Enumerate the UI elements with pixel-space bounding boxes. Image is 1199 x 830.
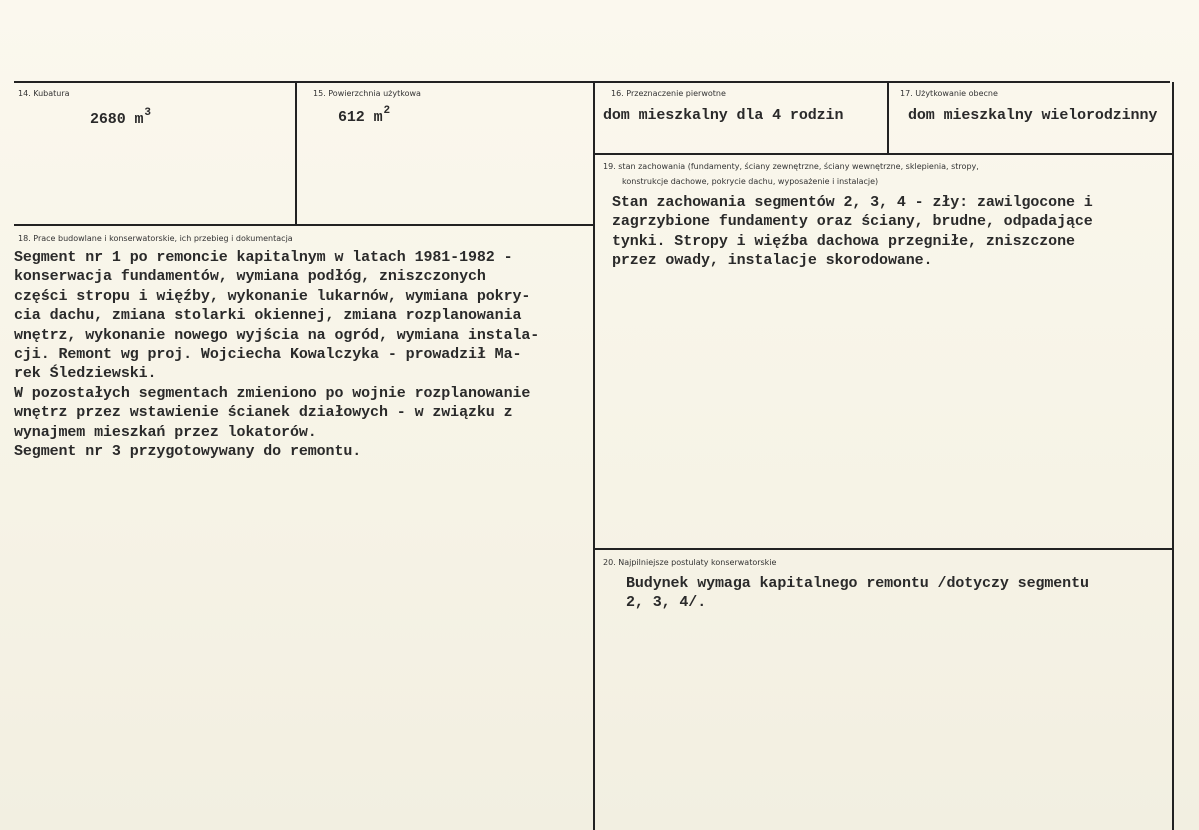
field-19-line: tynki. Stropy i więźba dachowa przegniłe, zniszczone: [612, 232, 1075, 250]
field-20-label: 20. Najpilniejsze postulaty konserwatorskie: [603, 558, 777, 567]
field-18-line: Segment nr 1 po remoncie kapitalnym w latach 1981-1982 -: [14, 249, 513, 266]
field-15-unit-superscript: 2: [383, 105, 391, 117]
field-17-label: 17. Użytkowanie obecne: [900, 89, 998, 98]
divider-top-right: [594, 153, 1174, 155]
field-18-label: 18. Prace budowlane i konserwatorskie, ich przebieg i dokumentacja: [18, 234, 293, 243]
field-18-line: konserwacja fundamentów, wymiana podłóg, zniszczonych: [14, 268, 486, 286]
field-18-line: rek Śledziewski.: [14, 365, 157, 383]
field-19-label-line1: 19. stan zachowania (fundamenty, ściany zewnętrzne, ściany wewnętrzne, sklepienia, stropy,: [603, 162, 979, 171]
field-15-value: [338, 105, 391, 129]
field-18-line: cji. Remont wg proj. Wojciecha Kowalczyka - prowadził Ma-: [14, 346, 522, 363]
field-18-line: części stropu i więźby, wykonanie lukarnów, wymiana pokry-: [14, 287, 531, 305]
field-19-line: przez owady, instalacje skorodowane.: [612, 252, 933, 270]
field-18-line: wynajmem mieszkań przez lokatorów.: [14, 423, 317, 441]
field-15-number: 612 m: [338, 109, 383, 126]
field-18-line: Segment nr 3 przygotowywany do remontu.: [14, 443, 362, 460]
field-18-line: wnętrz, wykonanie nowego wyjścia na ogród, wymiana instala-: [14, 326, 540, 344]
vline-16-17: [887, 82, 889, 154]
divider-left-mid: [14, 224, 594, 226]
divider-right-bottom: [594, 548, 1174, 550]
field-14-label: 14. Kubatura: [18, 89, 70, 98]
vline-14-15: [295, 82, 297, 225]
vline-center: [593, 82, 595, 830]
field-14-value: [90, 107, 151, 131]
field-20-line: Budynek wymaga kapitalnego remontu /dotyczy segmentu: [626, 575, 1089, 592]
field-19-label-line2: konstrukcje dachowe, pokrycie dachu, wyposażenie i instalacje): [622, 177, 879, 186]
field-16-label: 16. Przeznaczenie pierwotne: [611, 89, 726, 98]
field-20-line: 2, 3, 4/.: [626, 594, 707, 612]
field-14-unit-superscript: 3: [144, 107, 151, 119]
field-18-line: cia dachu, zmiana stolarki okiennej, zmiana rozplanowania: [14, 307, 522, 325]
vline-right-edge: [1172, 82, 1174, 830]
field-19-line: Stan zachowania segmentów 2, 3, 4 - zły: zawilgocone i: [612, 194, 1093, 211]
top-rule: [14, 81, 1170, 83]
field-17-value: dom mieszkalny wielorodzinny: [908, 107, 1158, 124]
field-16-value: dom mieszkalny dla 4 rodzin: [603, 107, 844, 124]
field-19-line: zagrzybione fundamenty oraz ściany, brudne, odpadające: [612, 213, 1093, 231]
field-18-line: wnętrz przez wstawienie ścianek działowych - w związku z: [14, 404, 513, 422]
field-15-label: 15. Powierzchnia użytkowa: [313, 89, 421, 98]
field-14-number: 2680 m: [90, 111, 144, 128]
field-18-line: W pozostałych segmentach zmieniono po wojnie rozplanowanie: [14, 384, 531, 402]
